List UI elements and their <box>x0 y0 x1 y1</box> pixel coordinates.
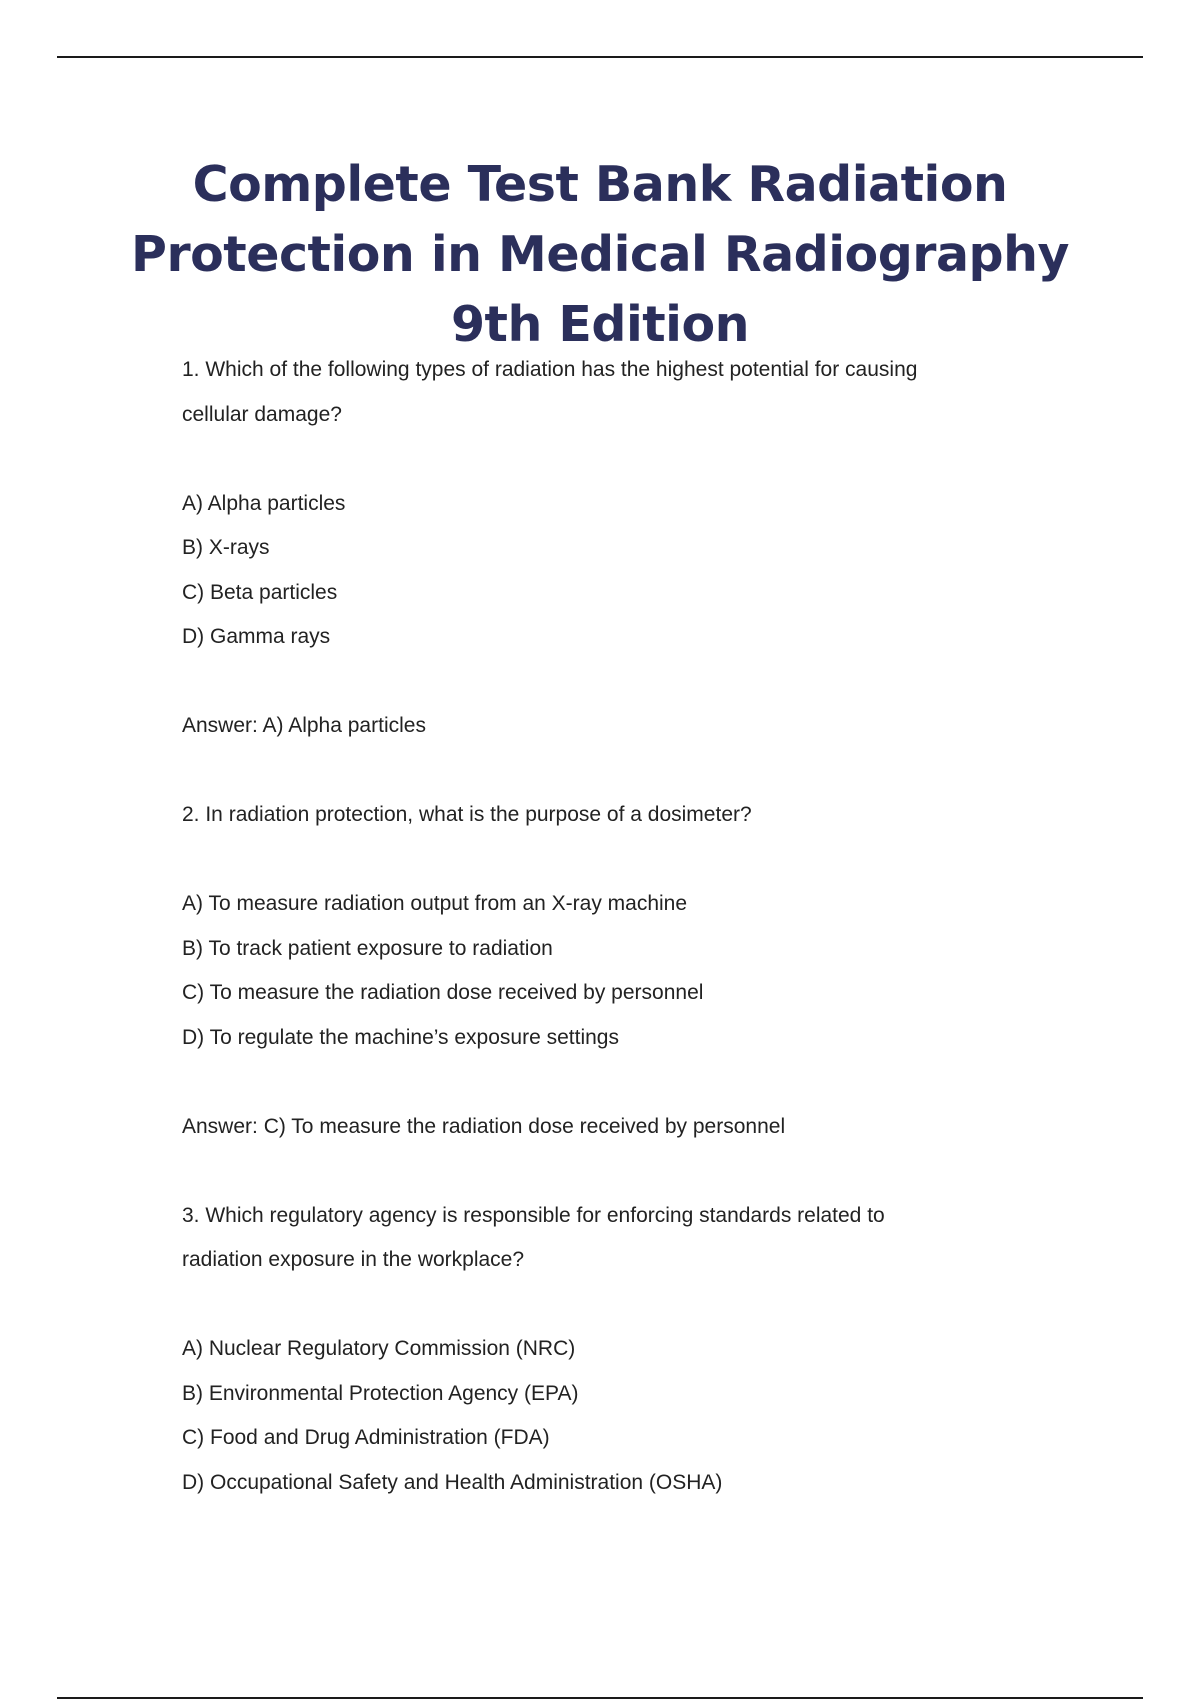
title-line: 9th Edition <box>450 296 750 353</box>
question-text: radiation exposure in the workplace? <box>182 1248 525 1271</box>
answer-option: A) To measure radiation output from an X-ray machine <box>182 892 688 915</box>
title-line: Protection in Medical Radiography <box>131 226 1069 283</box>
document-title <box>0 150 1200 360</box>
question-text: 2. In radiation protection, what is the purpose of a dosimeter? <box>182 803 752 826</box>
answer-option: D) Occupational Safety and Health Administration (OSHA) <box>182 1470 723 1494</box>
title-line: Complete Test Bank Radiation <box>192 156 1008 213</box>
question-text: 3. Which regulatory agency is responsible for enforcing standards related to <box>182 1203 885 1227</box>
question-block <box>182 1194 1062 1506</box>
header-rule <box>57 56 1143 58</box>
answer-option: B) X-rays <box>182 536 270 559</box>
question-block <box>182 793 1062 1194</box>
answer-option: B) To track patient exposure to radiation <box>182 936 553 960</box>
footer-rule <box>57 1697 1143 1699</box>
answer-option: D) To regulate the machine’s exposure settings <box>182 1025 619 1049</box>
answer-option: B) Environmental Protection Agency (EPA) <box>182 1381 579 1405</box>
answer-option: A) Nuclear Regulatory Commission (NRC) <box>182 1337 576 1360</box>
answer-option: D) Gamma rays <box>182 625 331 648</box>
question-block <box>182 348 1062 793</box>
answer-option: C) Beta particles <box>182 580 338 604</box>
question-text: 1. Which of the following types of radiation has the highest potential for causing <box>182 358 918 381</box>
question-text: cellular damage? <box>182 402 342 426</box>
answer-option: C) To measure the radiation dose received by personnel <box>182 981 704 1004</box>
question-list <box>182 348 1062 1505</box>
answer-option: A) Alpha particles <box>182 491 346 515</box>
correct-answer: Answer: A) Alpha particles <box>182 714 426 737</box>
correct-answer: Answer: C) To measure the radiation dose received by personnel <box>182 1114 786 1138</box>
answer-option: C) Food and Drug Administration (FDA) <box>182 1426 550 1449</box>
